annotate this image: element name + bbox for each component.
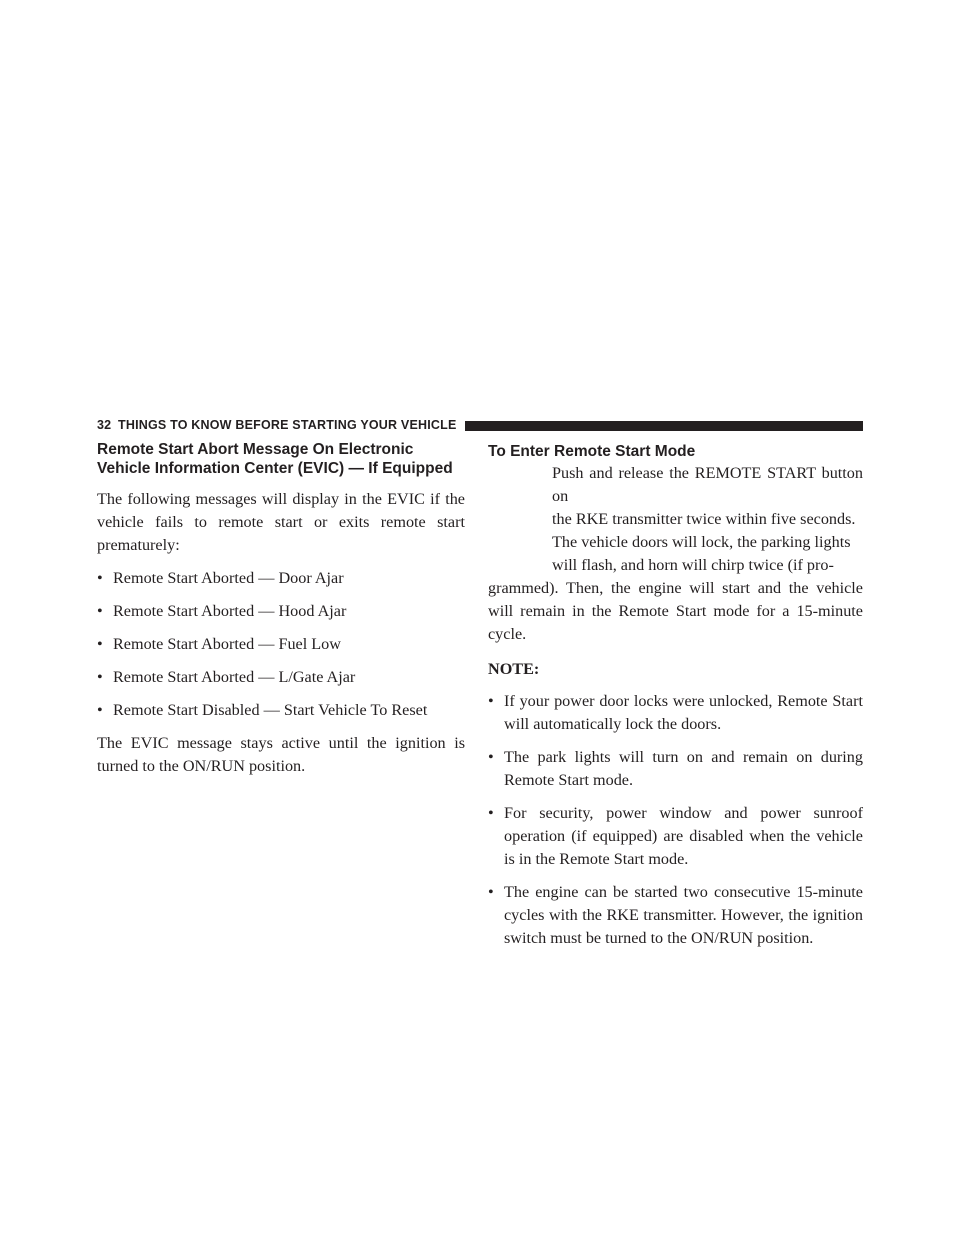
list-item bbox=[97, 633, 465, 656]
note-list bbox=[488, 690, 863, 950]
list-item-text: Remote Start Aborted — Door Ajar bbox=[113, 569, 344, 587]
paragraph-line: grammed). Then, the engine will start and the vehicle will remain in the Remote Start mode for a 15-minute cycle. bbox=[488, 579, 863, 643]
list-item bbox=[488, 881, 863, 950]
bullet-icon: • bbox=[488, 883, 494, 901]
closing-paragraph: The EVIC message stays active until the ignition is turned to the ON/RUN position. bbox=[97, 734, 465, 775]
list-item bbox=[97, 567, 465, 590]
bullet-icon: • bbox=[488, 804, 494, 822]
right-column bbox=[488, 440, 863, 960]
bullet-icon: • bbox=[488, 692, 494, 710]
list-item bbox=[97, 699, 465, 722]
bullet-icon: • bbox=[97, 635, 103, 653]
section-heading-abort-message bbox=[97, 440, 465, 478]
enter-mode-paragraph bbox=[488, 462, 863, 646]
running-header-title: THINGS TO KNOW BEFORE STARTING YOUR VEHICLE bbox=[118, 418, 457, 432]
list-item-text: The engine can be started two consecutive 15-minute cycles with the RKE transmitter. However, the ignition switch must be turned to the ON/RUN position. bbox=[504, 883, 863, 947]
bullet-icon: • bbox=[97, 569, 103, 587]
bullet-icon: • bbox=[97, 668, 103, 686]
paragraph-line: The vehicle doors will lock, the parking lights bbox=[552, 533, 851, 551]
abort-message-list bbox=[97, 567, 465, 722]
list-item-text: Remote Start Aborted — Fuel Low bbox=[113, 635, 341, 653]
list-item bbox=[488, 746, 863, 792]
list-item-text: Remote Start Aborted — L/Gate Ajar bbox=[113, 668, 356, 686]
paragraph-line: will flash, and horn will chirp twice (if pro- bbox=[552, 556, 834, 574]
list-item-text: For security, power window and power sunroof operation (if equipped) are disabled when the vehicle is in the Remote Start mode. bbox=[504, 804, 863, 868]
list-item bbox=[488, 690, 863, 736]
bullet-icon: • bbox=[97, 701, 103, 719]
page-number: 32 bbox=[97, 418, 112, 432]
intro-paragraph: The following messages will display in the EVIC if the vehicle fails to remote start or exits remote start prematurely: bbox=[97, 490, 465, 554]
list-item-text: Remote Start Aborted — Hood Ajar bbox=[113, 602, 347, 620]
list-item bbox=[97, 600, 465, 623]
list-item-text: Remote Start Disabled — Start Vehicle To Reset bbox=[113, 701, 428, 719]
heading-line: Vehicle Information Center (EVIC) — If Equipped bbox=[97, 460, 453, 477]
page-header bbox=[97, 417, 863, 435]
list-item bbox=[97, 666, 465, 689]
paragraph-line: the RKE transmitter twice within five seconds. bbox=[552, 510, 856, 528]
heading-line: Remote Start Abort Message On Electronic bbox=[97, 441, 414, 458]
bullet-icon: • bbox=[488, 748, 494, 766]
paragraph-line: Push and release the REMOTE START button on bbox=[552, 464, 863, 505]
header-rule-bar bbox=[465, 421, 863, 431]
bullet-icon: • bbox=[97, 602, 103, 620]
list-item bbox=[488, 802, 863, 871]
section-heading-enter-remote-start: To Enter Remote Start Mode bbox=[488, 443, 696, 460]
left-column bbox=[97, 440, 465, 788]
note-label: NOTE: bbox=[488, 660, 540, 678]
list-item-text: The park lights will turn on and remain on during Remote Start mode. bbox=[504, 748, 863, 789]
list-item-text: If your power door locks were unlocked, Remote Start will automatically lock the doors. bbox=[504, 692, 863, 733]
